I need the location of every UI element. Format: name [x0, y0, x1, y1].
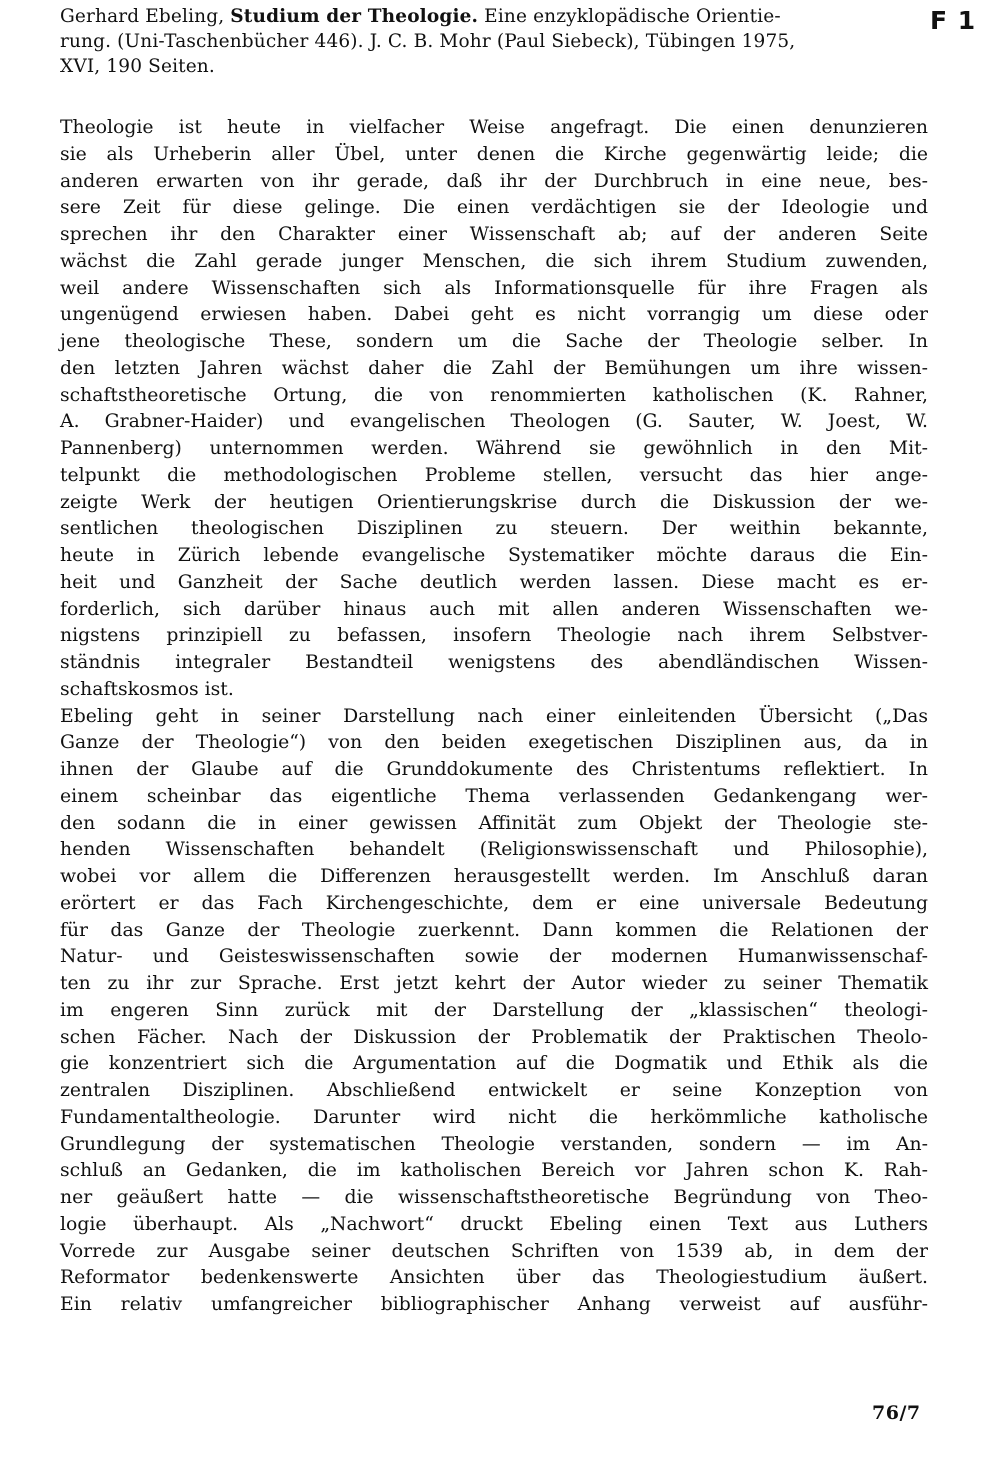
text-line: Grundlegung der systematischen Theologie verstanden, sondern — im An- [60, 1133, 928, 1155]
text-line: forderlich, sich darüber hinaus auch mit allen anderen Wissenschaften we- [60, 598, 928, 620]
bibliographic-header [60, 4, 930, 79]
text-line: weil andere Wissenschaften sich als Informationsquelle für ihre Fragen als [60, 277, 928, 299]
text-line: sie als Urheberin aller Übel, unter denen die Kirche gegenwärtig leide; die [60, 143, 928, 165]
text-line: Ebeling geht in seiner Darstellung nach einer einleitenden Übersicht („Das [60, 705, 928, 727]
text-line: Pannenberg) unternommen werden. Während sie gewöhnlich in den Mit- [60, 438, 928, 459]
text-line: den letzten Jahren wächst daher die Zahl der Bemühungen um ihre wissen- [60, 357, 928, 379]
header-line: rung. (Uni-Taschenbücher 446). J. C. B. Mohr (Paul Siebeck), Tübingen 1975, [60, 31, 796, 52]
text-line: A. Grabner-Haider) und evangelischen Theologen (G. Sauter, W. Joest, W. [60, 411, 928, 433]
paragraph-1 [60, 115, 928, 704]
text-line: Vorrede zur Ausgabe seiner deutschen Schriften von 1539 ab, in dem der [60, 1240, 928, 1262]
text-line: jene theologische These, sondern um die Sache der Theologie selber. In [60, 331, 928, 352]
text-line: erörtert er das Fach Kirchengeschichte, dem er eine universale Bedeutung [60, 892, 928, 914]
text-line: schen Fächer. Nach der Diskussion der Problematik der Praktischen Theolo- [60, 1026, 928, 1048]
text-line: Ganze der Theologie“) von den beiden exegetischen Disziplinen aus, da in [60, 732, 928, 754]
text-line: sentlichen theologischen Disziplinen zu steuern. Der weithin bekannte, [60, 518, 928, 540]
text-line: schaftskosmos ist. [60, 678, 234, 700]
text-line: gie konzentriert sich die Argumentation auf die Dogmatik und Ethik als die [60, 1053, 928, 1075]
text-line: schluß an Gedanken, die im katholischen Bereich vor Jahren schon K. Rah- [60, 1160, 928, 1182]
text-line: telpunkt die methodologischen Probleme stellen, versucht das hier ange- [60, 464, 928, 486]
text-line: für das Ganze der Theologie zuerkennt. Dann kommen die Relationen der [60, 919, 928, 941]
text-line: schaftstheoretische Ortung, die von renommierten katholischen (K. Rahner, [60, 384, 928, 406]
text-line: zentralen Disziplinen. Abschließend entwickelt er seine Konzeption von [60, 1080, 928, 1101]
text-line: einem scheinbar das eigentliche Thema verlassenden Gedankengang wer- [60, 785, 928, 807]
header-line: XVI, 190 Seiten. [60, 56, 215, 77]
text-line: ihnen der Glaube auf die Grunddokumente des Christentums reflektiert. In [60, 759, 928, 780]
header-line [60, 4, 930, 29]
review-body [60, 115, 928, 1319]
text-line: henden Wissenschaften behandelt (Religionswissenschaft und Philosophie), [60, 839, 928, 861]
text-line: nigstens prinzipiell zu befassen, insofern Theologie nach ihrem Selbstver- [60, 625, 928, 647]
text-line: wobei vor allem die Differenzen herausgestellt werden. Im Anschluß daran [60, 866, 928, 887]
paragraph-2 [60, 704, 928, 1319]
section-mark: F 1 [930, 6, 977, 35]
text-line: Ein relativ umfangreicher bibliographischer Anhang verweist auf ausführ- [60, 1294, 928, 1315]
text-line: den sodann die in einer gewissen Affinität zum Objekt der Theologie ste- [60, 812, 928, 834]
header-book-title: Studium der Theologie. [230, 6, 479, 27]
text-line: Reformator bedenkenswerte Ansichten über das Theologiestudium äußert. [60, 1267, 928, 1289]
text-line: ner geäußert hatte — die wissenschaftstheoretische Begründung von Theo- [60, 1187, 928, 1208]
text-line: heit und Ganzheit der Sache deutlich werden lassen. Diese macht es er- [60, 571, 928, 593]
header-author: Gerhard Ebeling, [60, 6, 231, 27]
text-line: ständnis integraler Bestandteil wenigstens des abendländischen Wissen- [60, 652, 928, 673]
text-line: heute in Zürich lebende evangelische Systematiker möchte daraus die Ein- [60, 545, 928, 566]
text-line: im engeren Sinn zurück mit der Darstellung der „klassischen“ theologi- [60, 999, 928, 1021]
header-subtitle: Eine enzyklopädische Orientie- [478, 6, 781, 27]
page-number: 76/7 [872, 1402, 921, 1424]
text-line: wächst die Zahl gerade junger Menschen, die sich ihrem Studium zuwenden, [60, 250, 928, 272]
text-line: sere Zeit für diese gelinge. Die einen verdächtigen sie der Ideologie und [60, 197, 928, 219]
text-line: Natur- und Geisteswissenschaften sowie der modernen Humanwissenschaf- [60, 946, 928, 968]
text-line: ungenügend erwiesen haben. Dabei geht es nicht vorrangig um diese oder [60, 304, 928, 326]
text-line: anderen erwarten von ihr gerade, daß ihr der Durchbruch in eine neue, bes- [60, 170, 928, 192]
text-line: Theologie ist heute in vielfacher Weise angefragt. Die einen denunzieren [60, 117, 928, 138]
text-line: sprechen ihr den Charakter einer Wissenschaft ab; auf der anderen Seite [60, 224, 928, 245]
text-line: Fundamentaltheologie. Darunter wird nicht die herkömmliche katholische [60, 1106, 928, 1128]
text-line: zeigte Werk der heutigen Orientierungskrise durch die Diskussion der we- [60, 491, 928, 513]
text-line: ten zu ihr zur Sprache. Erst jetzt kehrt der Autor wieder zu seiner Thematik [60, 973, 928, 994]
text-line: logie überhaupt. Als „Nachwort“ druckt Ebeling einen Text aus Luthers [60, 1213, 928, 1235]
